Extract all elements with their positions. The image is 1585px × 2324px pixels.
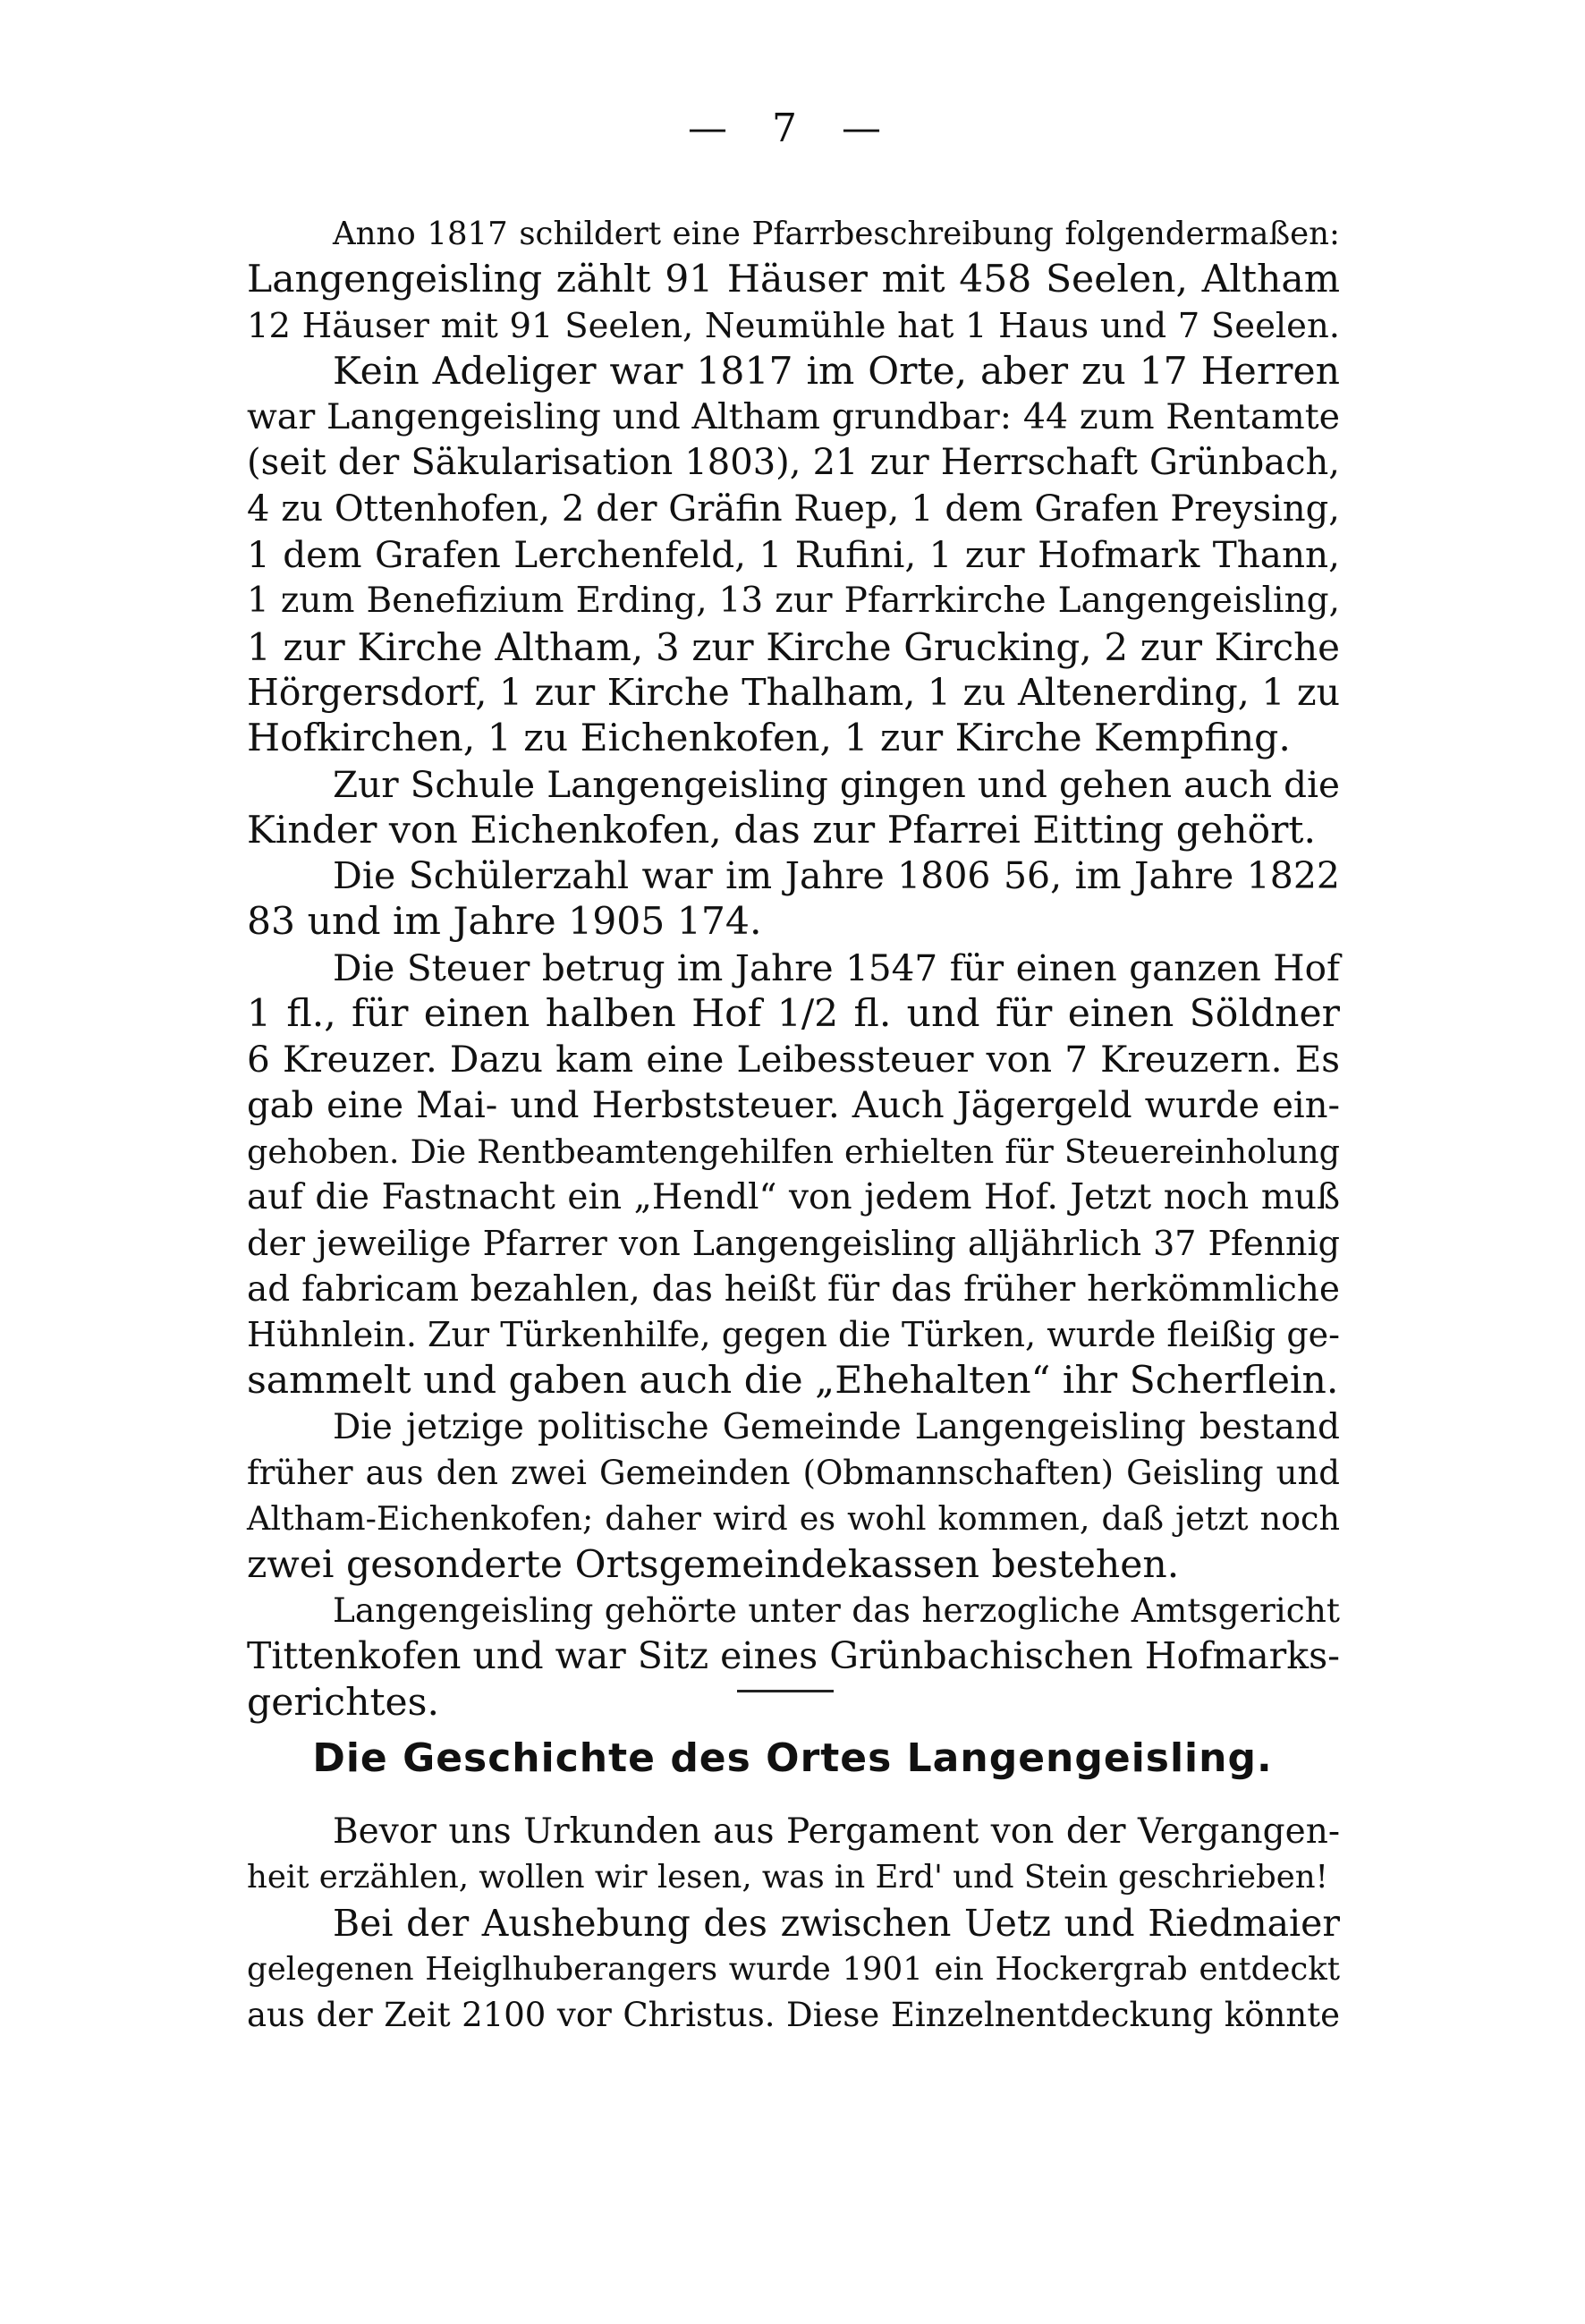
text-line: gehoben. Die Rentbeamtengehilfen erhielten für Steuereinholung [247, 1132, 1340, 1171]
body-text-top [247, 211, 1340, 1726]
text-line: gerichtes. [247, 1680, 439, 1725]
text-line: der jeweilige Pfarrer von Langengeisling alljährlich 37 Pfennig [247, 1223, 1340, 1263]
text-line: Altham-Eichenkofen; daher wird es wohl kommen, daß jetzt noch [247, 1499, 1340, 1539]
text-line: Die jetzige politische Gemeinde Langengeisling bestand [333, 1406, 1340, 1447]
page-number: — 7 — [688, 106, 897, 151]
section-heading: Die Geschichte des Ortes Langengeisling. [312, 1735, 1273, 1781]
text-line: ad fabricam bezahlen, das heißt für das früher herkömmliche [247, 1268, 1340, 1310]
text-line: Bei der Aushebung des zwischen Uetz und Riedmaier [333, 1901, 1340, 1945]
text-line: Bevor uns Urkunden aus Pergament von der Vergangen- [333, 1811, 1340, 1852]
text-line: Hofkirchen, 1 zu Eichenkofen, 1 zur Kirche Kempfing. [247, 717, 1291, 761]
text-line: zwei gesonderte Ortsgemeindekassen bestehen. [247, 1542, 1180, 1587]
text-line: Langengeisling zählt 91 Häuser mit 458 Seelen, Altham [247, 258, 1340, 302]
text-line: 1 zum Benefizium Erding, 13 zur Pfarrkirche Langengeisling, [247, 581, 1340, 622]
section-divider [737, 1690, 834, 1692]
text-line: auf die Fastnacht ein „Hendl“ von jedem Hof. Jetzt noch muß [247, 1177, 1340, 1218]
text-line: Hörgersdorf, 1 zur Kirche Thalham, 1 zu Altenerding, 1 zu [247, 670, 1340, 714]
body-text-bottom [247, 1809, 1340, 2038]
text-line: 1 fl., für einen halben Hof 1/2 fl. und für einen Söldner [247, 992, 1340, 1037]
text-line: 83 und im Jahre 1905 174. [247, 900, 762, 945]
text-line: 1 zur Kirche Altham, 3 zur Kirche Grucking, 2 zur Kirche [247, 624, 1340, 669]
text-line: 1 dem Grafen Lerchenfeld, 1 Rufini, 1 zur Hofmark Thann, [247, 533, 1340, 577]
text-line: 12 Häuser mit 91 Seelen, Neumühle hat 1 Haus und 7 Seelen. [247, 305, 1340, 346]
text-line: Die Schülerzahl war im Jahre 1806 56, im Jahre 1822 [333, 854, 1340, 898]
text-line: Anno 1817 schildert eine Pfarrbeschreibung folgendermaßen: [333, 216, 1340, 252]
text-line: Zur Schule Langengeisling gingen und gehen auch die [333, 762, 1340, 806]
text-line: Hühnlein. Zur Türkenhilfe, gegen die Türken, wurde fleißig ge- [247, 1315, 1340, 1355]
text-line: Die Steuer betrug im Jahre 1547 für einen ganzen Hof [333, 946, 1340, 989]
text-line: Kinder von Eichenkofen, das zur Pfarrei Eitting gehört. [247, 808, 1316, 852]
text-line: (seit der Säkularisation 1803), 21 zur Herrschaft Grünbach, [247, 442, 1340, 484]
text-line: gelegenen Heiglhuberangers wurde 1901 ein Hockergrab entdeckt [247, 1950, 1340, 1988]
text-line: Tittenkofen und war Sitz eines Grünbachischen Hofmarks- [247, 1634, 1340, 1678]
text-line: Kein Adeliger war 1817 im Orte, aber zu 17 Herren [333, 349, 1340, 394]
text-line: aus der Zeit 2100 vor Christus. Diese Einzelnentdeckung könnte [247, 1996, 1340, 2035]
text-line: gab eine Mai- und Herbststeuer. Auch Jägergeld wurde ein- [247, 1084, 1340, 1126]
text-line: sammelt und gaben auch die „Ehehalten“ ihr Scherflein. [247, 1359, 1339, 1404]
text-line: 6 Kreuzer. Dazu kam eine Leibessteuer von 7 Kreuzern. Es [247, 1038, 1340, 1081]
text-line: 4 zu Ottenhofen, 2 der Gräfin Ruep, 1 dem Grafen Preysing, [247, 488, 1340, 530]
text-line: war Langengeisling und Altham grundbar: 44 zum Rentamte [247, 396, 1340, 438]
text-line: Langengeisling gehörte unter das herzogliche Amtsgericht [333, 1590, 1340, 1630]
text-line: heit erzählen, wollen wir lesen, was in Erd' und Stein geschrieben! [247, 1859, 1328, 1896]
text-line: früher aus den zwei Gemeinden (Obmannschaften) Geisling und [247, 1454, 1340, 1493]
